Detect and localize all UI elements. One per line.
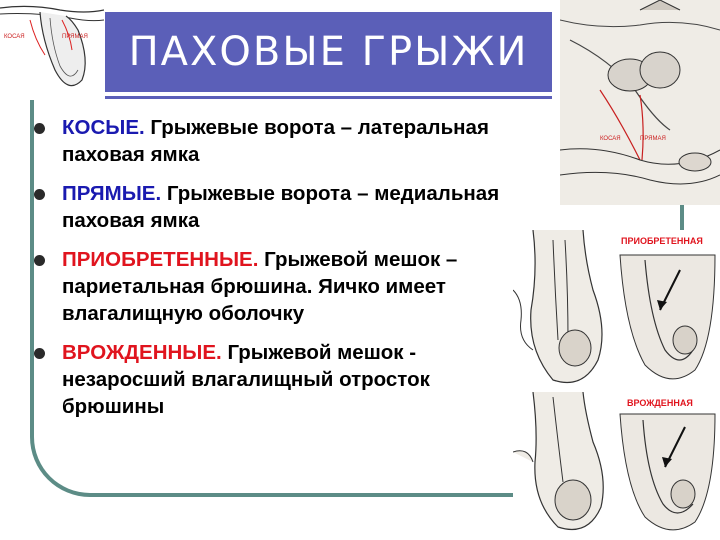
acquired-schematic: [615, 230, 720, 390]
bullet-dot-icon: [34, 123, 45, 134]
bullet-keyword: ВРОЖДЕННЫЕ.: [62, 341, 222, 364]
acquired-hernia-illustration: [513, 230, 613, 390]
label-kosaya: КОСАЯ: [600, 136, 621, 142]
label-acquired: ПРИОБРЕТЕННАЯ: [621, 236, 703, 246]
top-left-hernia-illustration: [0, 0, 104, 100]
bullet-dot-icon: [34, 255, 45, 266]
top-right-surgical-illustration: [560, 0, 720, 205]
bullet-oblique: [32, 114, 512, 168]
bullet-congenital: [32, 339, 512, 420]
bullet-dot-icon: [34, 348, 45, 359]
title-underline: [105, 96, 552, 99]
congenital-diagram-icon: [615, 392, 720, 540]
surgical-field-icon: [560, 0, 720, 205]
acquired-diagram-icon: [615, 230, 720, 390]
bullet-keyword: ПРИОБРЕТЕННЫЕ.: [62, 248, 259, 271]
scrotal-sac-congenital-icon: [513, 392, 613, 540]
label-pryamaya: ПРЯМАЯ: [640, 136, 666, 142]
bullet-keyword: КОСЫЕ.: [62, 116, 145, 139]
bullet-text: Грыжевой мешок – париетальная брюшина. Яичко имеет влагалищную оболочку: [62, 248, 458, 325]
bullet-list: [32, 114, 512, 432]
bullet-text: Грыжевой мешок - незаросший влагалищный отросток брюшины: [62, 341, 430, 418]
bullet-text: Грыжевые ворота – латеральная паховая ямка: [62, 116, 489, 166]
bullet-acquired: [32, 246, 512, 327]
congenital-hernia-illustration: [513, 392, 613, 540]
congenital-schematic: [615, 392, 720, 540]
label-kosaya-small: КОСАЯ: [4, 34, 25, 40]
bullet-dot-icon: [34, 189, 45, 200]
scrotal-sac-icon: [513, 230, 613, 390]
bullet-keyword: ПРЯМЫЕ.: [62, 182, 162, 205]
label-congenital: ВРОЖДЕННАЯ: [627, 398, 693, 408]
label-pryamaya-small: ПРЯМАЯ: [62, 34, 88, 40]
bullet-direct: [32, 180, 512, 234]
title-bar: [105, 12, 552, 92]
sac-sketch-icon: [0, 0, 104, 100]
bullet-text: Грыжевые ворота – медиальная паховая ямка: [62, 182, 500, 232]
slide-title: ПАХОВЫЕ ГРЫЖИ: [128, 29, 529, 75]
